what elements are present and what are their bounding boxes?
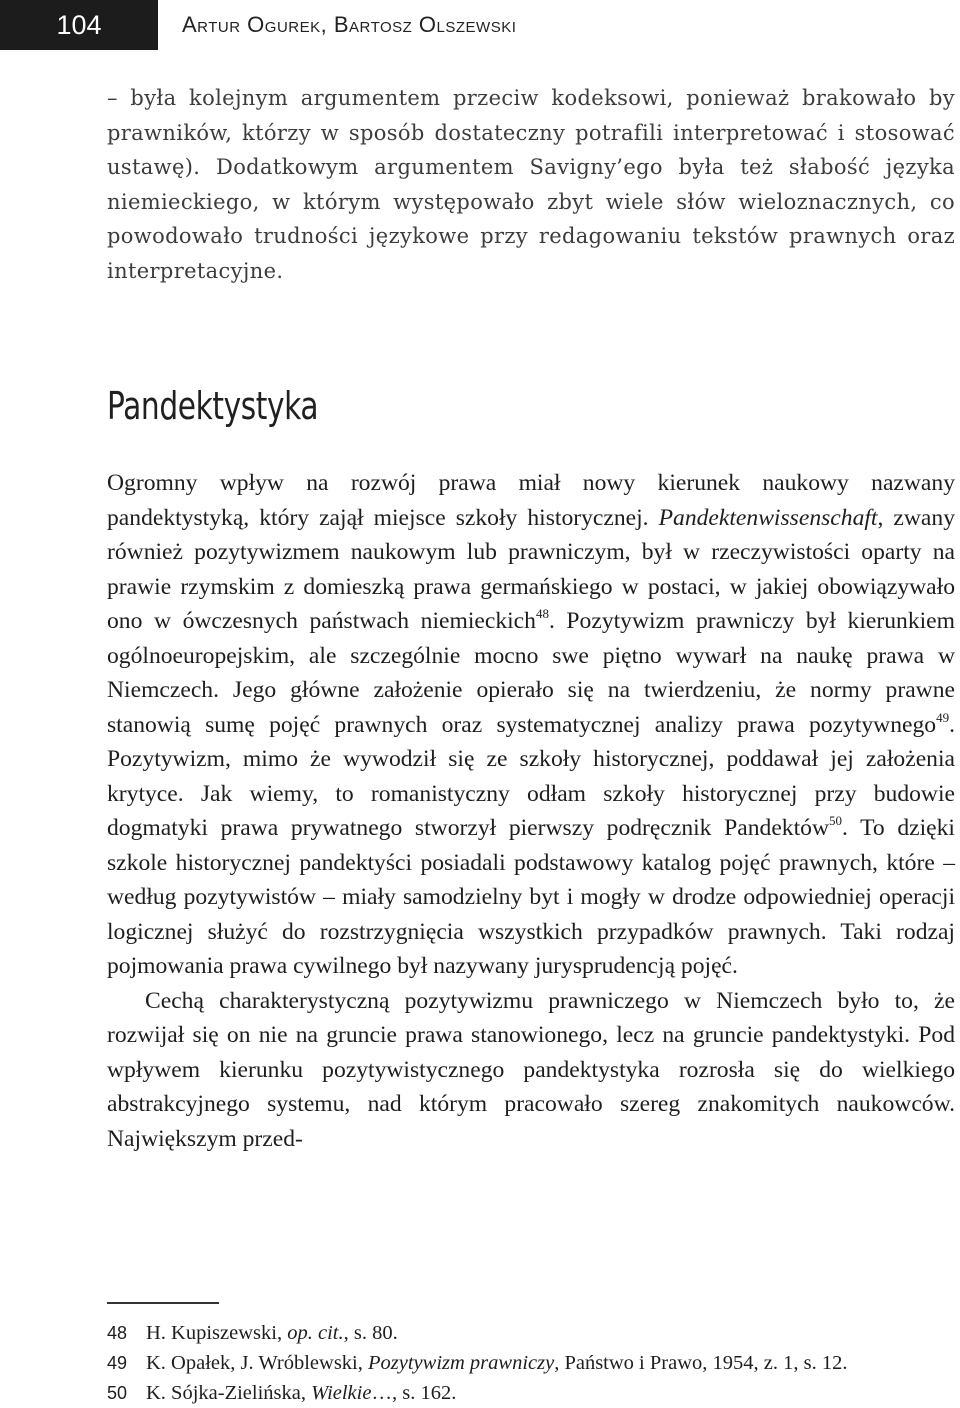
- section-title: Pandektystyka: [107, 384, 319, 428]
- footnote-number: 50: [107, 1383, 128, 1403]
- footnote-item: [107, 1378, 955, 1408]
- footnote-title: op. cit.: [287, 1322, 344, 1344]
- footnote-divider: [107, 1302, 219, 1304]
- body-paragraph-2: Cechą charakterystyczną pozytywizmu prawniczego w Niemczech było to, że rozwijał się on nie na gruncie prawa stanowionego, lecz na gruncie pandektystyki. Pod wpływem kierunku pozytywistycznego pandektystyka rozrosła się do wielkiego abstrakcyjnego systemu, nad którym pracowało szereg znakomitych naukowców. Największym przed-: [107, 987, 955, 1152]
- body-paragraph-1: [107, 466, 955, 984]
- intro-paragraph: [107, 81, 955, 288]
- intro-text: – była kolejnym argumentem przeciw kodeksowi, ponieważ brakowało by prawników, którzy w sposób dostateczny potrafili interpretować i stosować ustawę). Dodatkowym argumentem Savigny’ego była też słabość języka niemieckiego, w którym występowało zbyt wiele słów wieloznacznych, co powodowało trudności językowe przy redagowaniu tekstów prawnych oraz interpretacyjne.: [107, 86, 955, 283]
- footnote-text: [146, 1318, 398, 1348]
- footnote-author: H. Kupiszewski,: [146, 1322, 288, 1344]
- footnote-text: [146, 1348, 847, 1378]
- footnote-item: [107, 1348, 955, 1378]
- body-text: . Pozytywizm, mimo że wywodził się ze szkoły historycznej, poddawał jej założenia krytyce. Jak wiemy, to romanistyczny odłam szkoły historycznej przy budowie dogmatyki prawa prywatnego stworzył pierwszy podręcznik Pandektów: [107, 711, 955, 841]
- section-body: [107, 466, 955, 1156]
- footnote-ref-49[interactable]: 49: [936, 709, 950, 725]
- running-head-authors: Artur Ogurek, Bartosz Olszewski: [182, 12, 517, 37]
- footnote-pages: …, s. 162.: [371, 1382, 457, 1404]
- footnote-pages: , s. 80.: [343, 1322, 398, 1344]
- italic-term: Pandektenwissenschaft: [658, 504, 878, 531]
- footnote-title: Wielkie: [311, 1382, 372, 1404]
- footnote-ref-48[interactable]: 48: [535, 606, 549, 621]
- footnote-number: 48: [107, 1323, 128, 1343]
- footnote-ref-50[interactable]: 50: [828, 813, 842, 828]
- body-text: Ogromny wpływ na rozwój prawa miał nowy kierunek naukowy nazwany pandektystyką, który zajął miejsce szkoły historycznej.: [107, 470, 955, 531]
- page-number: 104: [0, 0, 158, 50]
- body-text: , zwany również pozytywizmem naukowym lub prawniczym, był w rzeczywistości oparty na prawie rzymskim z domieszką prawa germańskiego w postaci, w jakiej obowiązywało ono w ówczesnych państwach niemieckich: [107, 504, 955, 634]
- footnote-item: [107, 1318, 955, 1348]
- footnote-number: 49: [107, 1353, 128, 1373]
- footnote-title: Pozytywizm prawniczy: [368, 1352, 555, 1374]
- footnote-author: K. Opałek, J. Wróblewski,: [146, 1352, 368, 1374]
- body-text: . Pozytywizm prawniczy był kierunkiem ogólnoeuropejskim, ale szczególnie mocno swe piętno wywarł na naukę prawa w Niemczech. Jego główne założenie opierało się na twierdzeniu, że normy prawne stanowią sumę pojęć prawnych oraz systematycznej analizy prawa pozytywnego: [107, 608, 956, 738]
- body-text: . To dzięki szkole historycznej pandektyści posiadali podstawowy katalog pojęć prawnych, które – według pozytywistów – miały samodzielny byt i mogły w drodze odpowiedniej operacji logicznej służyć do rozstrzygnięcia wszystkich przypadków prawnych. Taki rodzaj pojmowania prawa cywilnego był nazywany jurysprudencją pojęć.: [107, 815, 955, 979]
- footnote-author: K. Sójka-Zielińska,: [146, 1382, 312, 1404]
- footnotes: [107, 1318, 955, 1408]
- footnote-pages: , Państwo i Prawo, 1954, z. 1, s. 12.: [554, 1352, 848, 1374]
- footnote-text: [146, 1378, 456, 1408]
